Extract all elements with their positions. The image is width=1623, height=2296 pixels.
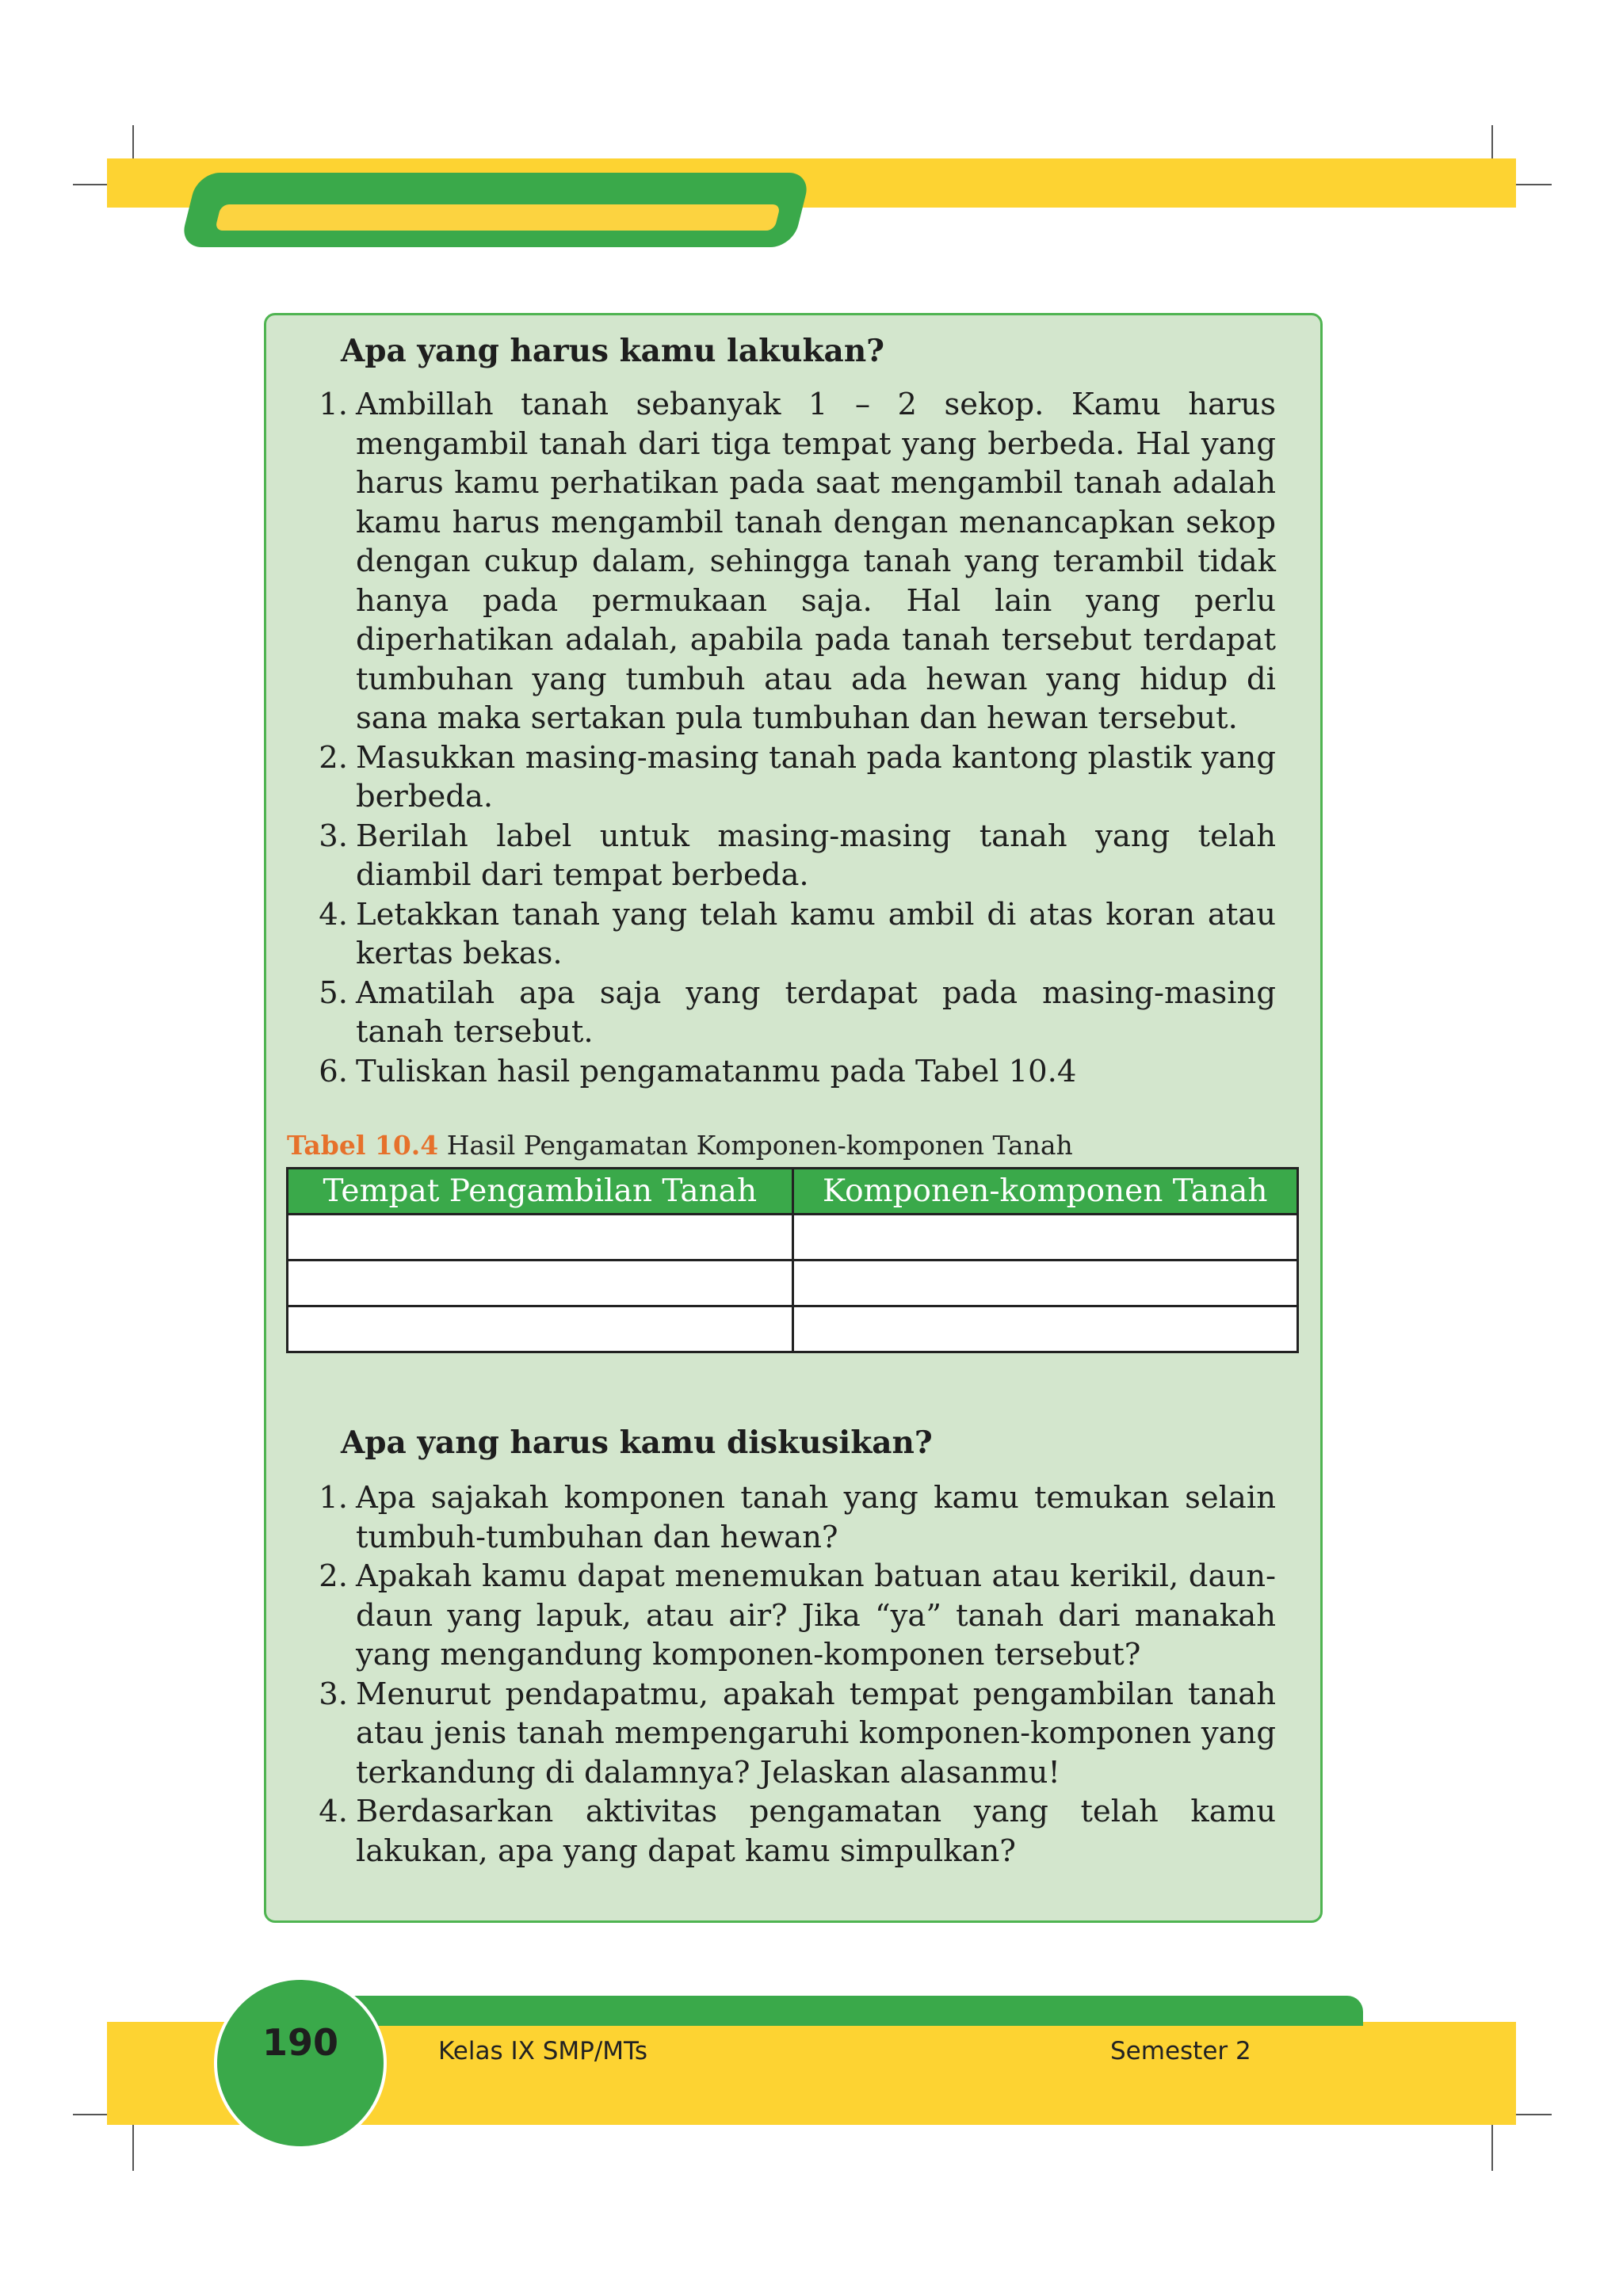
list-item: 2. Masukkan masing-masing tanah pada kantong plastik yang berbeda. xyxy=(319,739,1276,814)
discussion-list xyxy=(305,1478,1276,1871)
table-caption xyxy=(287,1130,1073,1161)
table-header-row xyxy=(288,1169,1298,1215)
list-item: 1. Ambillah tanah sebanyak 1 – 2 sekop. Kamu harus mengambil tanah dari tiga tempat yang berbeda. Hal yang harus kamu perhatikan pada saat mengambil tanah adalah kamu harus mengambil tanah dengan menancapkan sekop dengan cukup dalam, sehingga tanah yang terambil tidak hanya pada permukaan saja. Hal lain yang perlu diperhatikan adalah, apabila pada tanah tersebut terdapat tumbuhan yang tumbuh atau ada hewan yang hidup di sana maka sertakan pula tumbuhan dan hewan tersebut. xyxy=(319,387,1276,736)
footer-class-label: Kelas IX SMP/MTs xyxy=(438,2037,647,2065)
table-cell[interactable] xyxy=(288,1306,793,1352)
table-row xyxy=(288,1306,1298,1352)
heading-procedure: Apa yang harus kamu lakukan? xyxy=(341,333,885,369)
observation-table xyxy=(286,1167,1299,1353)
column-header: Komponen-komponen Tanah xyxy=(792,1169,1298,1215)
table-cell[interactable] xyxy=(792,1261,1298,1306)
list-item: 6. Tuliskan hasil pengamatanmu pada Tabel 10.4 xyxy=(319,1053,1077,1089)
table-caption-text: Hasil Pengamatan Komponen-komponen Tanah xyxy=(446,1130,1073,1161)
list-item: 2. Apakah kamu dapat menemukan batuan atau kerikil, daun-daun yang lapuk, atau air? Jika “ya” tanah dari manakah yang mengandung komponen-komponen tersebut? xyxy=(319,1558,1276,1672)
table-cell[interactable] xyxy=(288,1215,793,1261)
heading-discussion: Apa yang harus kamu diskusikan? xyxy=(341,1425,933,1461)
list-item: 4. Letakkan tanah yang telah kamu ambil di atas koran atau kertas bekas. xyxy=(319,896,1276,971)
list-item: 3. Menurut pendapatmu, apakah tempat pengambilan tanah atau jenis tanah mempengaruhi komponen-komponen yang terkandung di dalamnya? Jelaskan alasanmu! xyxy=(319,1676,1276,1791)
list-item: 3. Berilah label untuk masing-masing tanah yang telah diambil dari tempat berbeda. xyxy=(319,818,1276,893)
page-number-badge xyxy=(214,1977,387,2149)
table-row xyxy=(288,1215,1298,1261)
procedure-list xyxy=(305,385,1276,1091)
table-cell[interactable] xyxy=(792,1215,1298,1261)
table-cell[interactable] xyxy=(792,1306,1298,1352)
table-row xyxy=(288,1261,1298,1306)
footer-green-band xyxy=(333,1996,1363,2026)
list-item: 1. Apa sajakah komponen tanah yang kamu temukan selain tumbuh-tumbuhan dan hewan? xyxy=(319,1480,1276,1555)
table-cell[interactable] xyxy=(288,1261,793,1306)
column-header: Tempat Pengambilan Tanah xyxy=(288,1169,793,1215)
footer-semester-label: Semester 2 xyxy=(1110,2037,1251,2065)
header-tab-inner-stripe xyxy=(215,204,781,231)
list-item: 5. Amatilah apa saja yang terdapat pada masing-masing tanah tersebut. xyxy=(319,974,1276,1050)
page-number: 190 xyxy=(262,2021,339,2064)
table-label: Tabel 10.4 xyxy=(287,1130,439,1161)
list-item: 4. Berdasarkan aktivitas pengamatan yang telah kamu lakukan, apa yang dapat kamu simpulkan? xyxy=(319,1794,1276,1869)
